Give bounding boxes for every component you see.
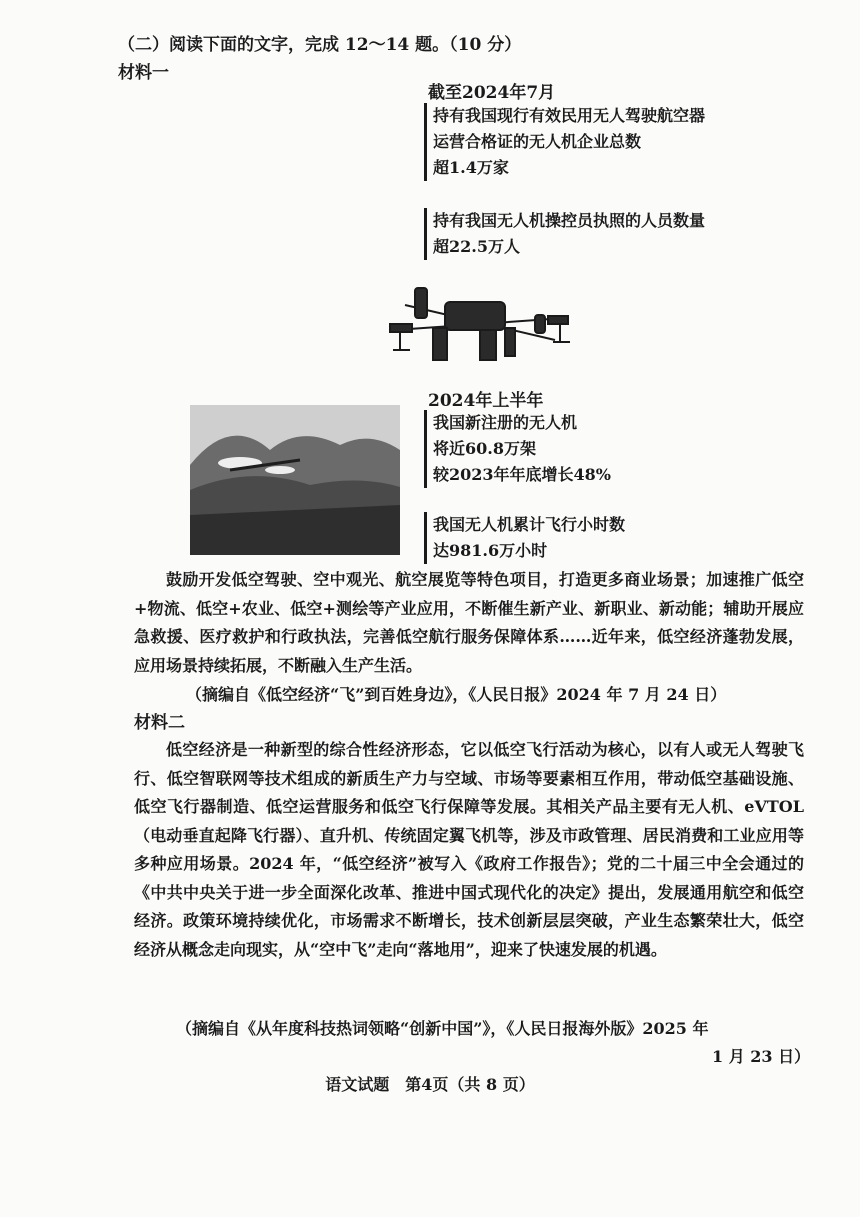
block3-line-1: 我国新注册的无人机	[433, 413, 578, 432]
block3-line-2: 将近60.8万架	[433, 439, 536, 458]
block4-line-2: 达981.6万小时	[433, 541, 548, 560]
material2-paragraph: 低空经济是一种新型的综合性经济形态，它以低空飞行活动为核心，以有人或无人驾驶飞行、低空智联网等技术组成的新质生产力与空域、市场等要素相互作用，带动低空基础设施、低空飞行器制造、低空运营服务和低空飞行保障等发展。其相关产品主要有无人机、eVTOL（电动垂直起降飞行器）、直升机、传统固定翼飞机等，涉及市政管理、居民消费和工业应用等多种应用场景。2024 年，“低空经济”被写入《政府工作报告》；党的二十届三中全会通过的《中共中央关于进一步全面深化改革、推进中国式现代化的决定》提出，发展通用航空和低空经济。政策环境持续优化，市场需求不断增长，技术创新层层突破，产业生态繁荣壮大，低空经济从概念走向现实，从“空中飞”走向“落地用”，迎来了快速发展的机遇。	[134, 740, 804, 959]
landscape-photo	[190, 405, 400, 555]
block2-line-2: 超22.5万人	[433, 237, 520, 256]
material1-paragraph: 鼓励开发低空驾驶、空中观光、航空展览等特色项目，打造更多商业场景；加速推广低空+物流、低空+农业、低空+测绘等产业应用，不断催生新产业、新职业、新动能；辅助开展应急救援、医疗救护和行政执法，完善低空航行服务保障体系……近年来，低空经济蓬勃发展，应用场景持续拓展，不断融入生产生活。	[134, 570, 804, 675]
block1-line-3: 超1.4万家	[433, 158, 509, 177]
material1-source: （摘编自《低空经济“飞”到百姓身边》，《人民日报》2024 年 7 月 24 日）	[186, 685, 727, 704]
block1-line-2: 运营合格证的无人机企业总数	[433, 132, 642, 151]
block4-line-1: 我国无人机累计飞行小时数	[433, 515, 626, 534]
section-heading: （二）阅读下面的文字，完成 12～14 题。（10 分）	[118, 35, 522, 55]
infographic-block-4	[424, 512, 625, 564]
block2-line-1: 持有我国无人机操控员执照的人员数量	[433, 211, 706, 230]
drone-illustration	[385, 280, 575, 370]
page-footer: 语文试题 第4页（共 8 页）	[325, 1075, 535, 1094]
infographic-block-2	[424, 208, 705, 260]
infographic-date-2: 2024年上半年	[428, 391, 544, 411]
infographic-block-3	[424, 410, 611, 488]
infographic-block-1	[424, 103, 705, 181]
material1-label: 材料一	[118, 63, 169, 83]
material2-label: 材料二	[134, 713, 185, 733]
material2-source-line-1: （摘编自《从年度科技热词领略“创新中国”》，《人民日报海外版》2025 年	[176, 1019, 709, 1038]
block3-line-3: 较2023年年底增长48%	[433, 465, 612, 484]
infographic-date-1: 截至2024年7月	[428, 83, 556, 103]
material2-source-line-2: 1 月 23 日）	[712, 1047, 811, 1066]
block1-line-1: 持有我国现行有效民用无人驾驶航空器	[433, 106, 706, 125]
